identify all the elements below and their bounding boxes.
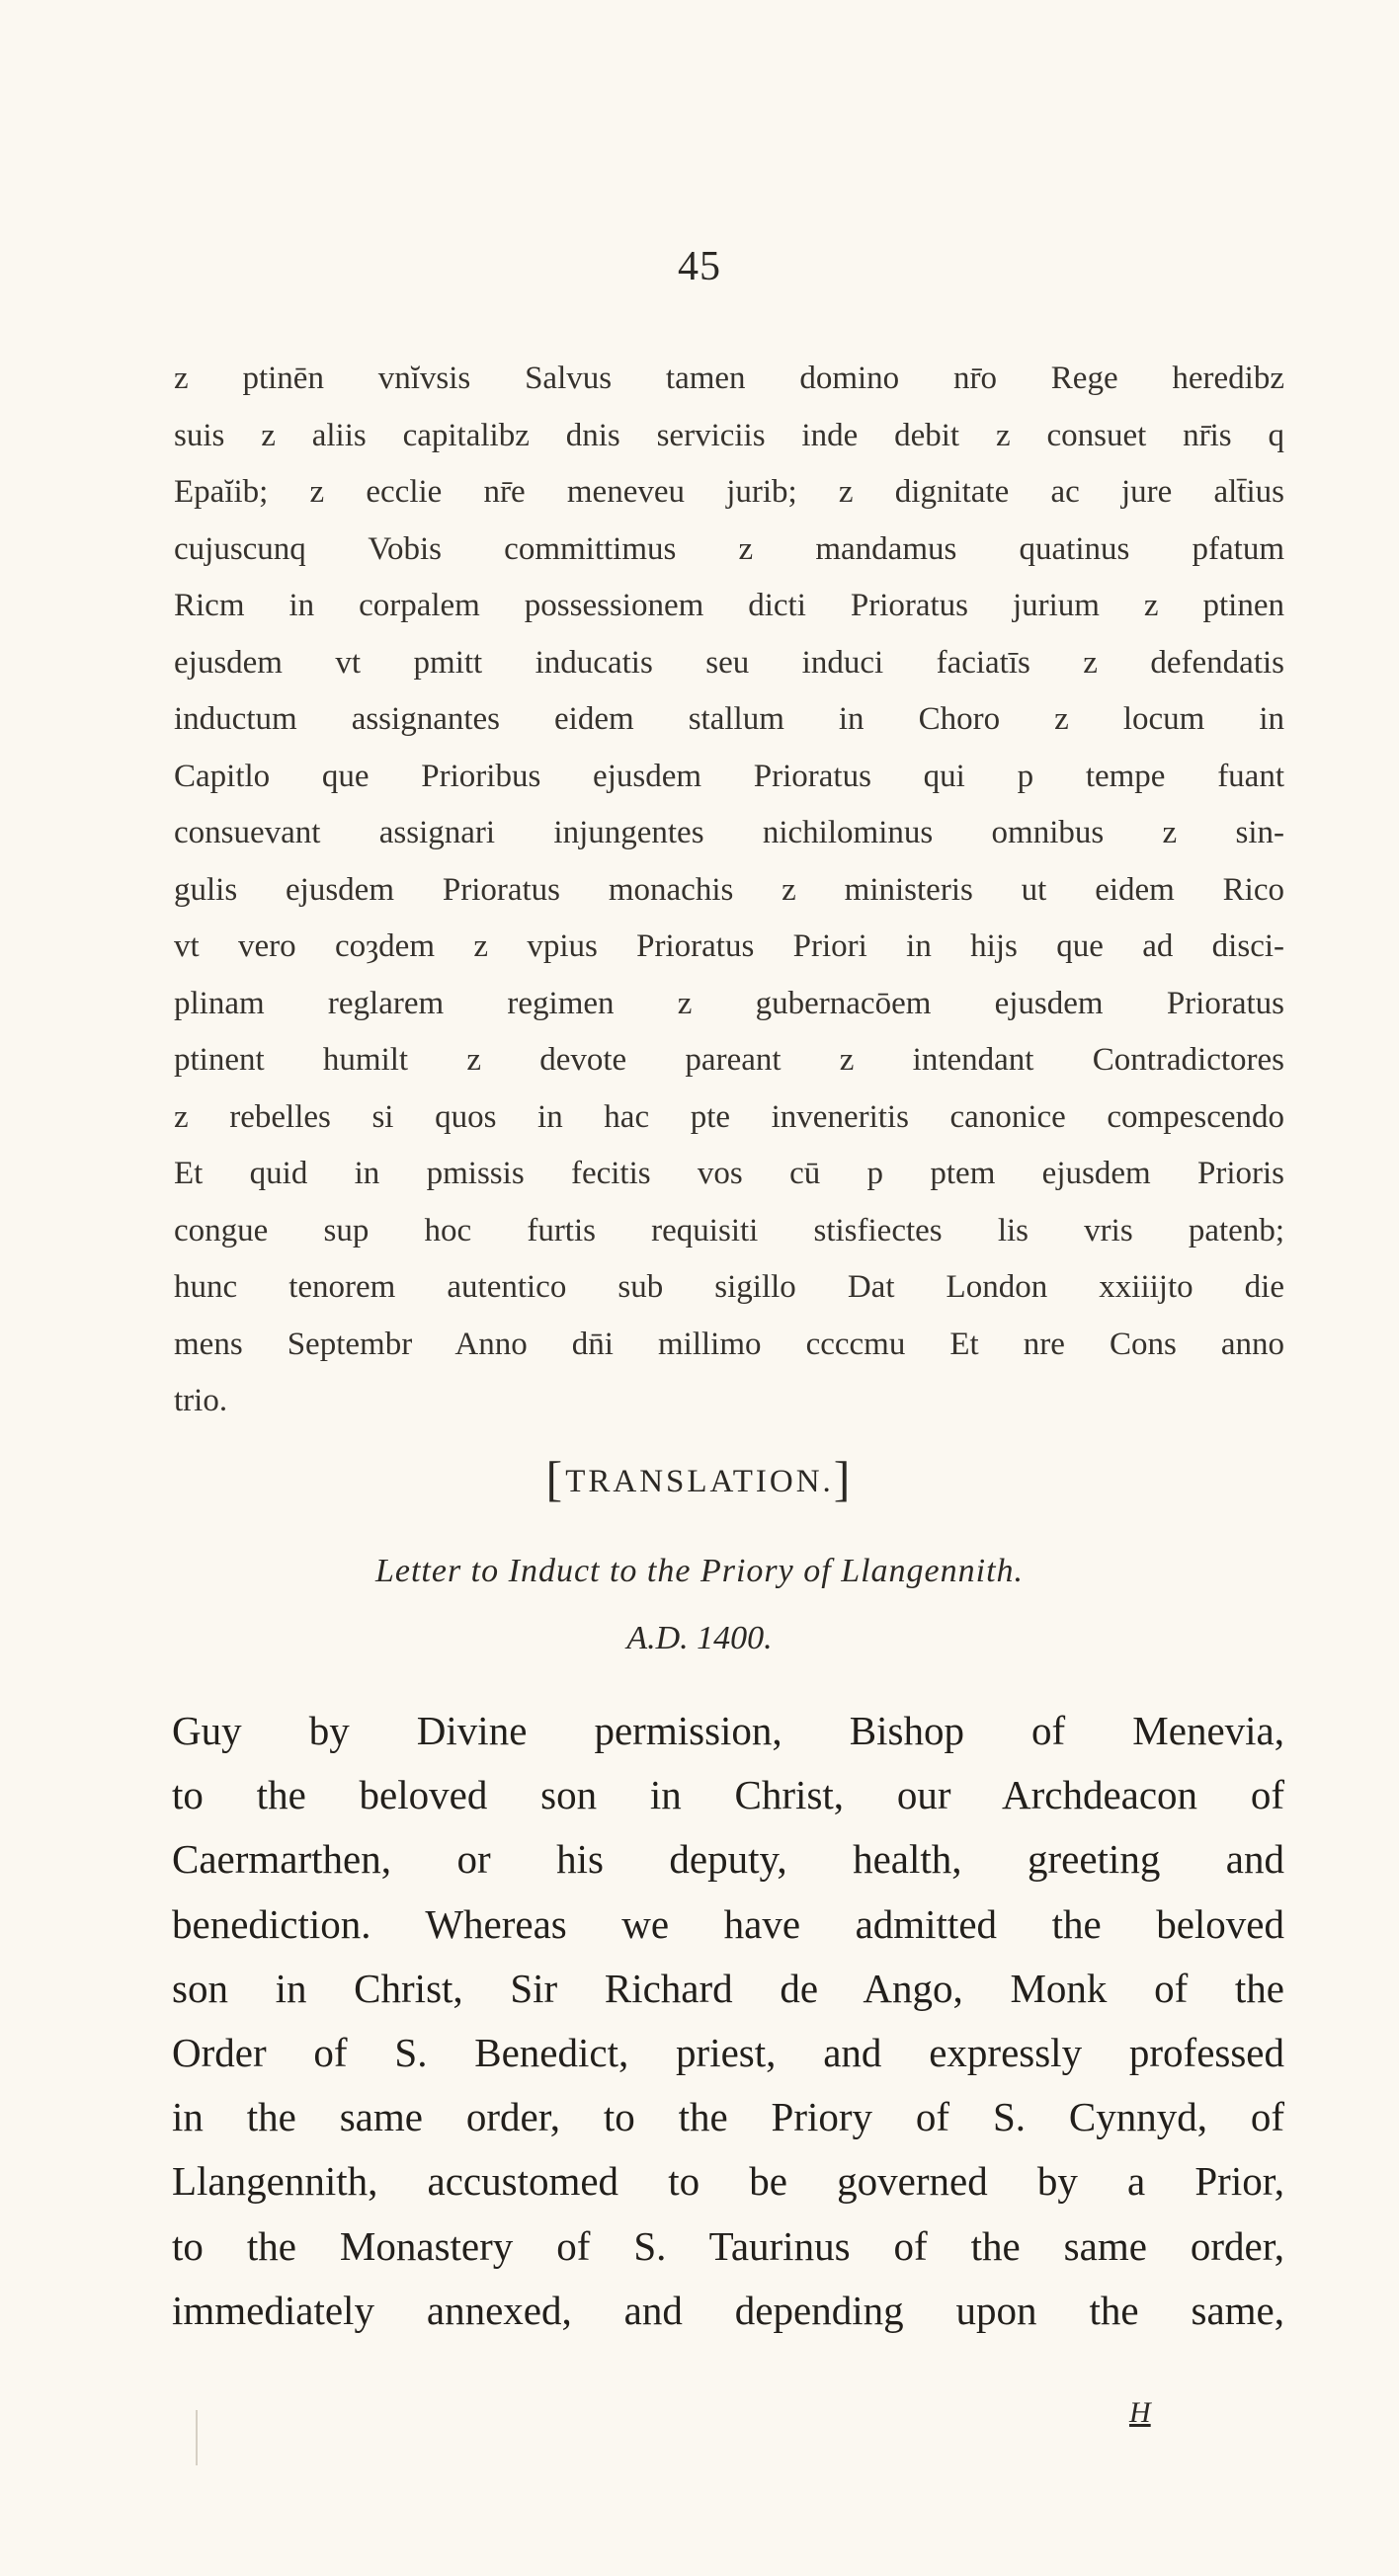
latin-text-block	[174, 351, 1284, 1430]
english-line: immediately annexed, and depending upon the same,	[172, 2287, 1284, 2333]
latin-line: Capitlo que Prioribus ejusdem Prioratus qui p tempe fuant	[174, 758, 1284, 794]
latin-line: mens Septembr Anno dn̄i millimo ccccmu Et nre Cons anno	[174, 1326, 1284, 1362]
latin-line: trio.	[174, 1383, 228, 1418]
latin-line: ejusdem vt pmitt inducatis seu induci faciatīs z defendatis	[174, 644, 1284, 681]
page-number: 45	[678, 244, 721, 289]
latin-line: gulis ejusdem Prioratus monachis z ministeris ut eidem Rico	[174, 871, 1284, 908]
english-line: Llangennith, accustomed to be governed by a Prior,	[172, 2158, 1284, 2205]
latin-line: vt vero coȝdem z vpius Prioratus Priori in hijs que ad disci-	[174, 928, 1284, 964]
latin-line: cujuscunq Vobis committimus z mandamus quatinus pfatum	[174, 530, 1284, 567]
letter-title: Letter to Induct to the Priory of Llangennith.	[374, 1553, 1025, 1589]
english-line: Order of S. Benedict, priest, and expressly professed	[172, 2029, 1284, 2075]
english-text-block	[172, 1699, 1284, 2343]
latin-line: Et quid in pmissis fecitis vos cū p ptem ejusdem Prioris	[174, 1156, 1284, 1191]
latin-line: consuevant assignari injungentes nichilominus omnibus z sin-	[174, 815, 1284, 850]
letter-date: A.D. 1400.	[626, 1620, 773, 1656]
latin-line: inductum assignantes eidem stallum in Choro z locum in	[174, 701, 1284, 737]
latin-line: z rebelles si quos in hac pte inveneritis canonice compescendo	[174, 1098, 1284, 1135]
english-line: in the same order, to the Priory of S. Cynnyd, of	[172, 2094, 1284, 2140]
latin-line: congue sup hoc furtis requisiti stisfiectes lis vris patenb;	[174, 1212, 1284, 1248]
translation-heading-text: TRANSLATION.	[565, 1464, 834, 1499]
english-line: to the beloved son in Christ, our Archdeacon of	[172, 1772, 1284, 1818]
latin-line: Ricm in corpalem possessionem dicti Prioratus jurium z ptinen	[174, 588, 1284, 623]
latin-line: z ptinēn vnĭvsis Salvus tamen domino nr̄o Rege heredibz	[174, 361, 1284, 396]
english-line: son in Christ, Sir Richard de Ango, Monk of the	[172, 1965, 1284, 2011]
english-line: to the Monastery of S. Taurinus of the same order,	[172, 2222, 1284, 2269]
english-line: Caermarthen, or his deputy, health, greeting and	[172, 1836, 1284, 1883]
margin-mark	[196, 2410, 198, 2465]
english-line: benediction. Whereas we have admitted the beloved	[172, 1900, 1284, 1947]
translation-heading	[0, 1450, 1399, 1507]
open-bracket: [	[545, 1451, 566, 1506]
english-line: Guy by Divine permission, Bishop of Menevia,	[172, 1708, 1284, 1753]
latin-line: Epaĭib; z ecclie nr̄e meneveu jurib; z dignitate ac jure alt̄ius	[174, 474, 1284, 510]
latin-line: plinam reglarem regimen z gubernacōem ejusdem Prioratus	[174, 985, 1284, 1021]
latin-line: hunc tenorem autentico sub sigillo Dat London xxiiijto die	[174, 1269, 1284, 1305]
signature-mark: H	[1129, 2396, 1151, 2429]
latin-line: ptinent humilt z devote pareant z intendant Contradictores	[174, 1042, 1284, 1078]
latin-line: suis z aliis capitalibz dnis serviciis inde debit z consuet nr̄is q	[174, 417, 1284, 453]
close-bracket: ]	[833, 1451, 854, 1506]
